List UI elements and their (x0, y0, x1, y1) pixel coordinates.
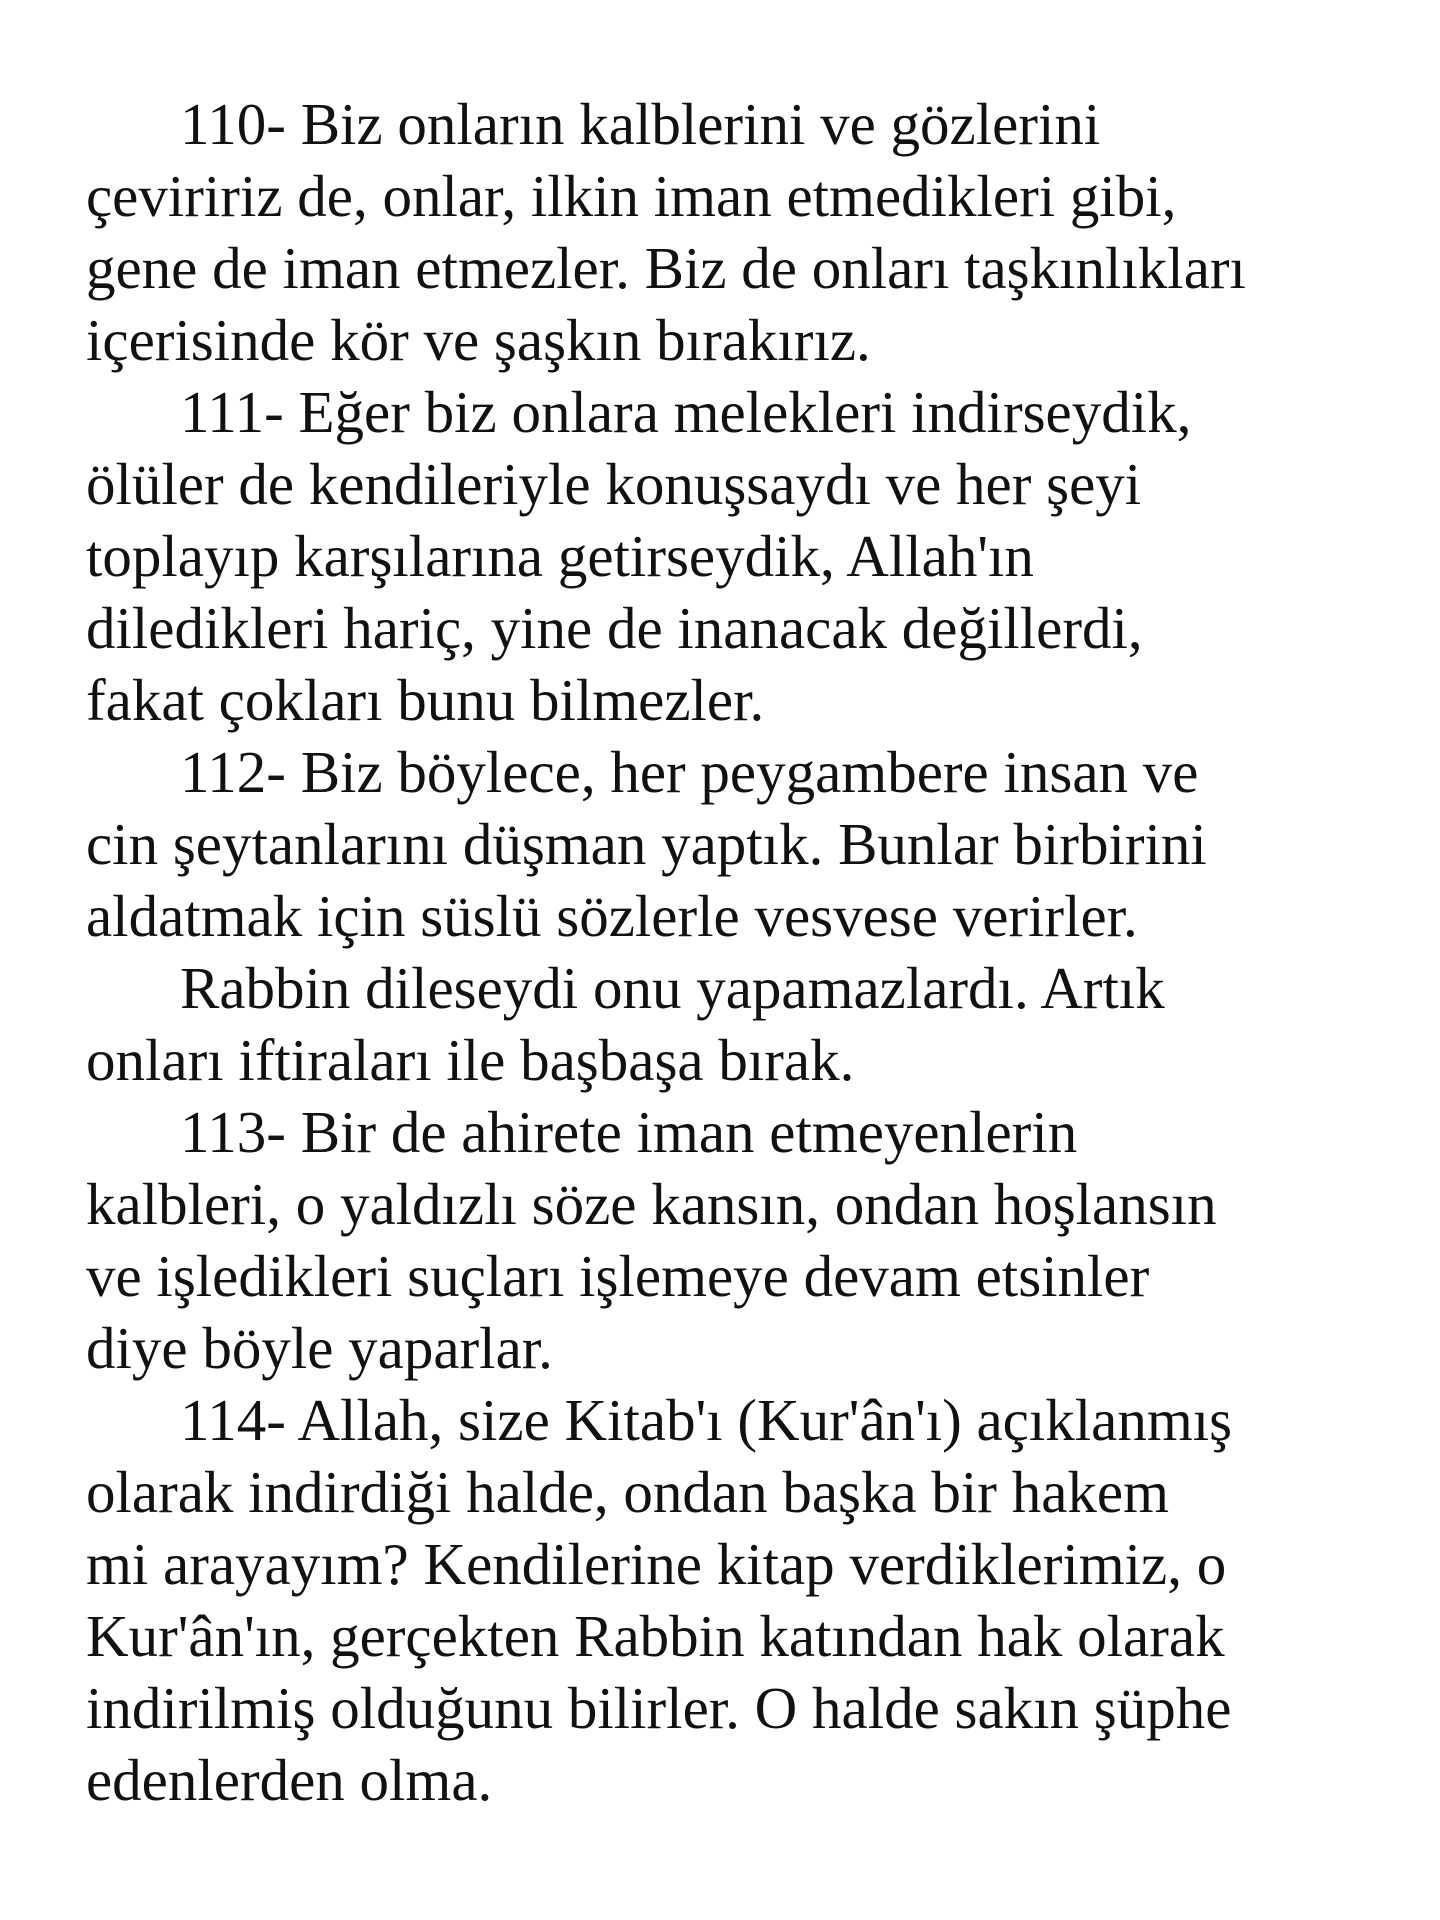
text-line: ölüler de kendileriyle konuşsaydı ve her şeyi (86, 451, 1142, 517)
document-page (86, 88, 1416, 1816)
text-line: onları iftiraları ile başbaşa bırak. (86, 1027, 855, 1093)
text-line: 110- Biz onların kalblerini ve gözlerini (180, 91, 1101, 157)
text-line: kalbleri, o yaldızlı söze kansın, ondan hoşlansın (86, 1171, 1217, 1237)
paragraph-112 (86, 736, 1416, 952)
text-line: mi arayayım? Kendilerine kitap verdiklerimiz, o (86, 1531, 1227, 1597)
paragraph-112-continued (86, 952, 1416, 1096)
text-line: gene de iman etmezler. Biz de onları taşkınlıkları (86, 235, 1246, 301)
paragraph-110 (86, 88, 1416, 376)
text-line: fakat çokları bunu bilmezler. (86, 667, 765, 733)
text-line: ve işledikleri suçları işlemeye devam etsinler (86, 1243, 1150, 1309)
text-line: indirilmiş olduğunu bilirler. O halde sakın şüphe (86, 1675, 1232, 1741)
text-line: diledikleri hariç, yine de inanacak değillerdi, (86, 595, 1143, 661)
text-line: diye böyle yaparlar. (86, 1315, 553, 1381)
paragraph-111 (86, 376, 1416, 736)
paragraph-114 (86, 1384, 1416, 1816)
text-line: toplayıp karşılarına getirseydik, Allah'ın (86, 523, 1034, 589)
text-line: 112- Biz böylece, her peygambere insan ve (180, 739, 1199, 805)
text-line: edenlerden olma. (86, 1747, 493, 1813)
text-line: içerisinde kör ve şaşkın bırakırız. (86, 307, 871, 373)
paragraph-113 (86, 1096, 1416, 1384)
text-line: 111- Eğer biz onlara melekleri indirseydik, (180, 379, 1192, 445)
text-line: çeviririz de, onlar, ilkin iman etmedikleri gibi, (86, 163, 1177, 229)
text-line: 113- Bir de ahirete iman etmeyenlerin (180, 1099, 1078, 1165)
text-line: Kur'ân'ın, gerçekten Rabbin katından hak olarak (86, 1603, 1225, 1669)
text-line: 114- Allah, size Kitab'ı (Kur'ân'ı) açıklanmış (180, 1387, 1233, 1453)
text-line: olarak indirdiği halde, ondan başka bir hakem (86, 1459, 1169, 1525)
text-line: cin şeytanlarını düşman yaptık. Bunlar birbirini (86, 811, 1207, 877)
text-line: aldatmak için süslü sözlerle vesvese verirler. (86, 883, 1138, 949)
text-line: Rabbin dileseydi onu yapamazlardı. Artık (180, 955, 1165, 1021)
